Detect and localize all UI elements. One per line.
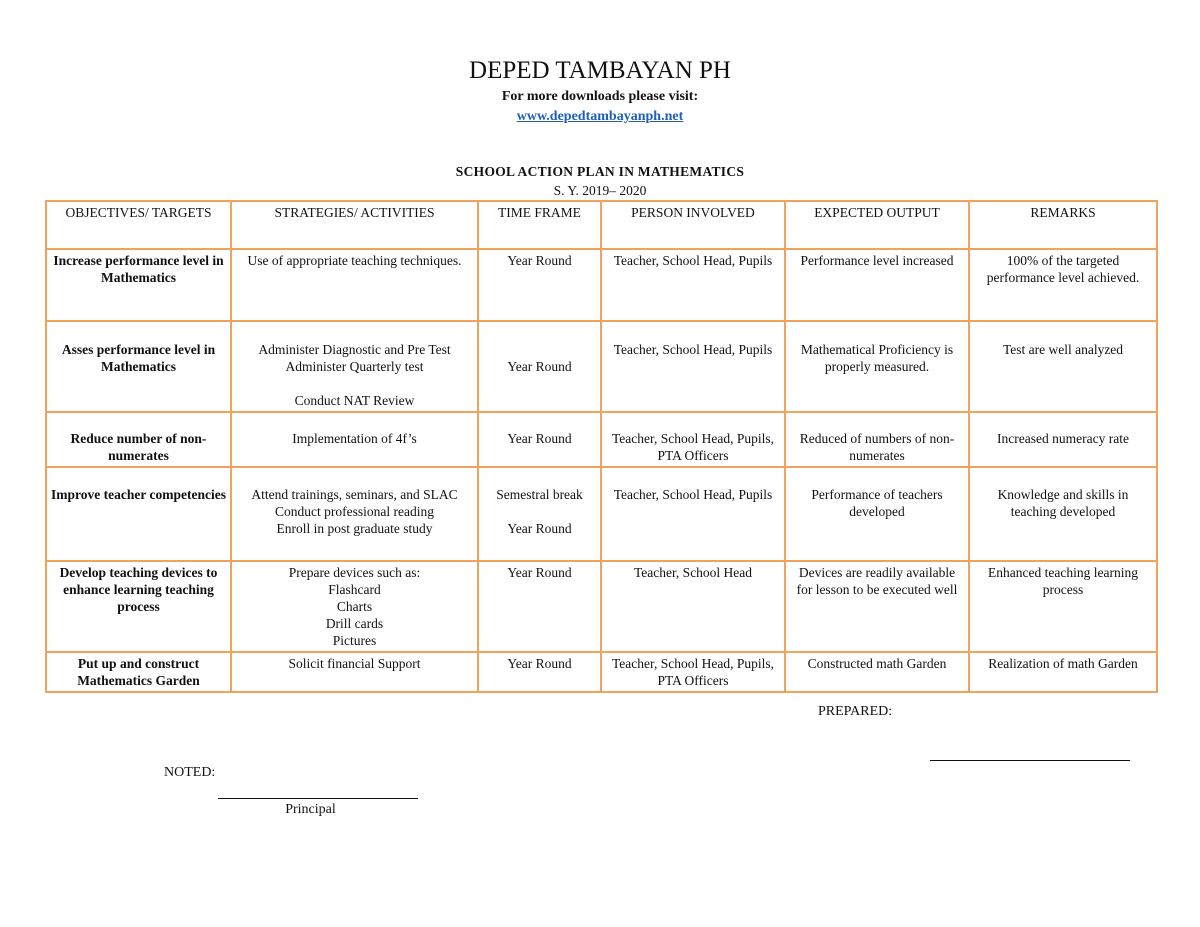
plan-title: SCHOOL ACTION PLAN IN MATHEMATICS: [455, 164, 745, 179]
output-cell: Performance level increased: [785, 249, 969, 321]
time-frame-cell: [478, 467, 601, 561]
strategy-line: Administer Diagnostic and Pre Test: [258, 342, 451, 357]
column-header: TIME FRAME: [478, 201, 601, 249]
visit-text: For more downloads please visit:: [501, 89, 699, 104]
time-frame-line: Year Round: [507, 521, 572, 536]
objective-cell: Asses performance level in Mathematics: [46, 321, 231, 412]
strategy-line: Administer Quarterly test: [285, 359, 424, 374]
output-cell: Mathematical Proficiency is properly measured.: [785, 321, 969, 412]
strategy-line: Implementation of 4f’s: [292, 431, 417, 446]
strategy-line: Flashcard: [328, 582, 381, 597]
table-row: [46, 652, 1157, 692]
remarks-cell: Test are well analyzed: [969, 321, 1157, 412]
objective-cell: Increase performance level in Mathematics: [46, 249, 231, 321]
time-frame-cell: [478, 249, 601, 321]
remarks-cell: Increased numeracy rate: [969, 412, 1157, 467]
prepared-label: PREPARED:: [818, 704, 893, 719]
strategies-cell: [231, 249, 478, 321]
document-header: [0, 56, 1200, 126]
column-header: STRATEGIES/ ACTIVITIES: [231, 201, 478, 249]
strategy-line: Enroll in post graduate study: [276, 521, 433, 536]
strategy-line: Charts: [336, 599, 373, 614]
output-cell: Constructed math Garden: [785, 652, 969, 692]
persons-cell: Teacher, School Head, Pupils: [601, 467, 785, 561]
persons-cell: Teacher, School Head, Pupils, PTA Officers: [601, 412, 785, 467]
objective-cell: Develop teaching devices to enhance learning teaching process: [46, 561, 231, 652]
objective-cell: Improve teacher competencies: [46, 467, 231, 561]
table-row: [46, 321, 1157, 412]
table-row: [46, 412, 1157, 467]
time-frame-cell: [478, 321, 601, 412]
strategy-line: Attend trainings, seminars, and SLAC: [251, 487, 458, 502]
output-cell: Devices are readily available for lesson to be executed well: [785, 561, 969, 652]
time-frame-cell: [478, 412, 601, 467]
objective-cell: Put up and construct Mathematics Garden: [46, 652, 231, 692]
action-plan-table: [45, 200, 1158, 693]
table-row: [46, 561, 1157, 652]
principal-label: Principal: [285, 802, 336, 817]
strategy-line: Prepare devices such as:: [288, 565, 421, 580]
persons-cell: Teacher, School Head, Pupils, PTA Officers: [601, 652, 785, 692]
line-spacer: [483, 503, 596, 520]
table-header-row: [46, 201, 1157, 249]
time-frame-line: Year Round: [507, 431, 572, 446]
line-spacer: [236, 375, 473, 392]
table-row: [46, 249, 1157, 321]
time-frame-line: Year Round: [507, 656, 572, 671]
time-frame-line: Year Round: [507, 359, 572, 374]
strategies-cell: [231, 467, 478, 561]
strategy-line: Use of appropriate teaching techniques.: [247, 253, 462, 268]
column-header: REMARKS: [969, 201, 1157, 249]
output-cell: Performance of teachers developed: [785, 467, 969, 561]
strategies-cell: [231, 321, 478, 412]
strategies-cell: [231, 561, 478, 652]
strategy-line: Drill cards: [325, 616, 384, 631]
output-cell: Reduced of numbers of non-numerates: [785, 412, 969, 467]
strategies-cell: [231, 412, 478, 467]
prepared-signature-line: [930, 760, 1130, 761]
remarks-cell: 100% of the targeted performance level achieved.: [969, 249, 1157, 321]
site-title: DEPED TAMBAYAN PH: [469, 57, 731, 84]
time-frame-line: Year Round: [507, 253, 572, 268]
persons-cell: Teacher, School Head, Pupils: [601, 249, 785, 321]
table-row: [46, 467, 1157, 561]
strategy-line: Conduct professional reading: [275, 504, 434, 519]
column-header: EXPECTED OUTPUT: [785, 201, 969, 249]
persons-cell: Teacher, School Head, Pupils: [601, 321, 785, 412]
strategy-line: Conduct NAT Review: [294, 393, 415, 408]
objective-cell: Reduce number of non-numerates: [46, 412, 231, 467]
time-frame-line: Year Round: [507, 565, 572, 580]
download-link[interactable]: www.depedtambayanph.net: [516, 109, 684, 124]
remarks-cell: Knowledge and skills in teaching developed: [969, 467, 1157, 561]
strategies-cell: [231, 652, 478, 692]
noted-label: NOTED:: [164, 765, 216, 780]
noted-signature-line: [218, 798, 418, 799]
column-header: OBJECTIVES/ TARGETS: [46, 201, 231, 249]
school-year: S. Y. 2019– 2020: [553, 183, 647, 198]
time-frame-cell: [478, 652, 601, 692]
column-header: PERSON INVOLVED: [601, 201, 785, 249]
remarks-cell: Enhanced teaching learning process: [969, 561, 1157, 652]
strategy-line: Solicit financial Support: [288, 656, 421, 671]
strategy-line: Pictures: [332, 633, 377, 648]
time-frame-cell: [478, 561, 601, 652]
persons-cell: Teacher, School Head: [601, 561, 785, 652]
time-frame-line: Semestral break: [496, 487, 583, 502]
remarks-cell: Realization of math Garden: [969, 652, 1157, 692]
